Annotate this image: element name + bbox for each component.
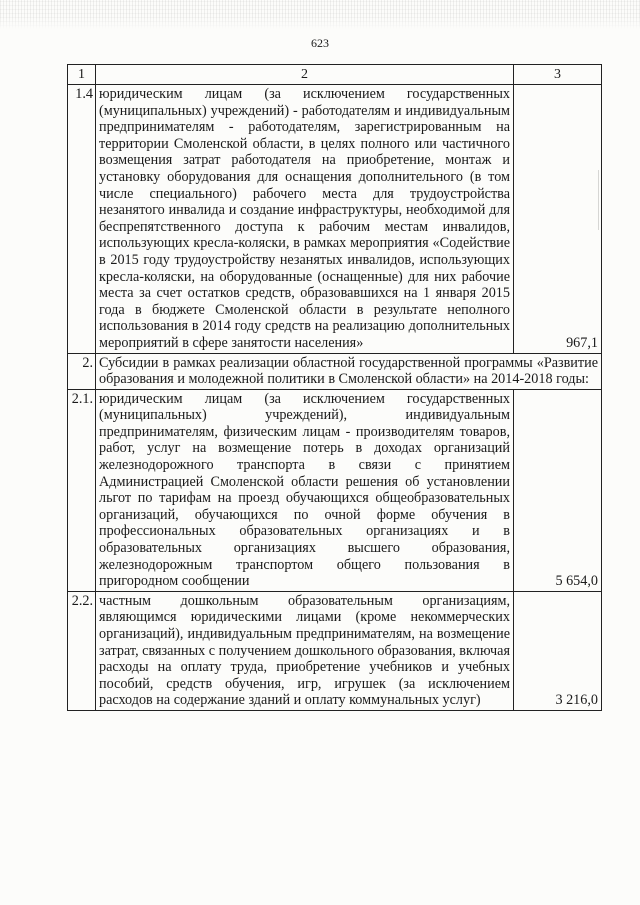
row-number: 2.2. bbox=[68, 591, 96, 710]
row-description: юридическим лицам (за исключением государственных (муниципальных) учреждений) - работодателям и индивидуальным предпринимателям - работодателям, зарегистрированным на территории Смоленской области, в целях полного или частичного возмещения затрат работодателя на приобретение, монтаж и установку оборудования для оснащения дополнительного (в том числе специального) рабочего места для трудоустройства незанятого инвалида и создание инфраструктуры, необходимой для беспрепятственного доступа к рабочим местам инвалидов, использующих кресла-коляски, в рамках мероприятия «Содействие в 2015 году трудоустройству незанятых инвалидов, использующих кресла-коляски, на оборудованные (оснащенные) для них рабочие места за счет остатков средств, образовавшихся на 1 января 2015 года в бюджете Смоленской области в результате неполного использования в 2014 году средств на реализацию дополнительных мероприятий в сфере занятости населения» bbox=[96, 85, 514, 354]
row-amount: 967,1 bbox=[514, 85, 602, 354]
column-header: 3 bbox=[514, 65, 602, 85]
row-amount: 5 654,0 bbox=[514, 389, 602, 591]
budget-table bbox=[67, 64, 602, 711]
row-description: частным дошкольным образовательным организациям, являющимся юридическими лицами (кроме некоммерческих организаций), индивидуальным предпринимателям, на возмещение затрат, связанных с получением дошкольного образования, включая расходы на оплату труда, приобретение учебников и учебных пособий, средств обучения, игр, игрушек (за исключением расходов на содержание зданий и оплату коммунальных услуг) bbox=[96, 591, 514, 710]
row-number: 2.1. bbox=[68, 389, 96, 591]
row-description: юридическим лицам (за исключением государственных (муниципальных) учреждений), индивидуальным предпринимателям, физическим лицам - производителям товаров, работ, услуг на возмещение потерь в доходах организаций железнодорожного транспорта в связи с принятием Администрацией Смоленской области решения об установлении льгот по тарифам на проезд обучающихся общеобразовательных организаций, обучающихся по очной форме обучения в профессиональных образовательных организациях и в образовательных организациях высшего образования, железнодорожным транспортом общего пользования в пригородном сообщении bbox=[96, 389, 514, 591]
table-header-row bbox=[68, 65, 602, 85]
table-row bbox=[68, 85, 602, 354]
table-row bbox=[68, 389, 602, 591]
row-description: Субсидии в рамках реализации областной государственной программы «Развитие образования и молодежной политики в Смоленской области» на 2014-2018 годы: bbox=[96, 353, 602, 389]
table-row bbox=[68, 353, 602, 389]
row-number: 1.4 bbox=[68, 85, 96, 354]
table-row bbox=[68, 591, 602, 710]
scan-header-noise bbox=[0, 0, 640, 30]
row-number: 2. bbox=[68, 353, 96, 389]
row-amount: 3 216,0 bbox=[514, 591, 602, 710]
column-header: 1 bbox=[68, 65, 96, 85]
page-number: 623 bbox=[311, 36, 329, 50]
column-header: 2 bbox=[96, 65, 514, 85]
